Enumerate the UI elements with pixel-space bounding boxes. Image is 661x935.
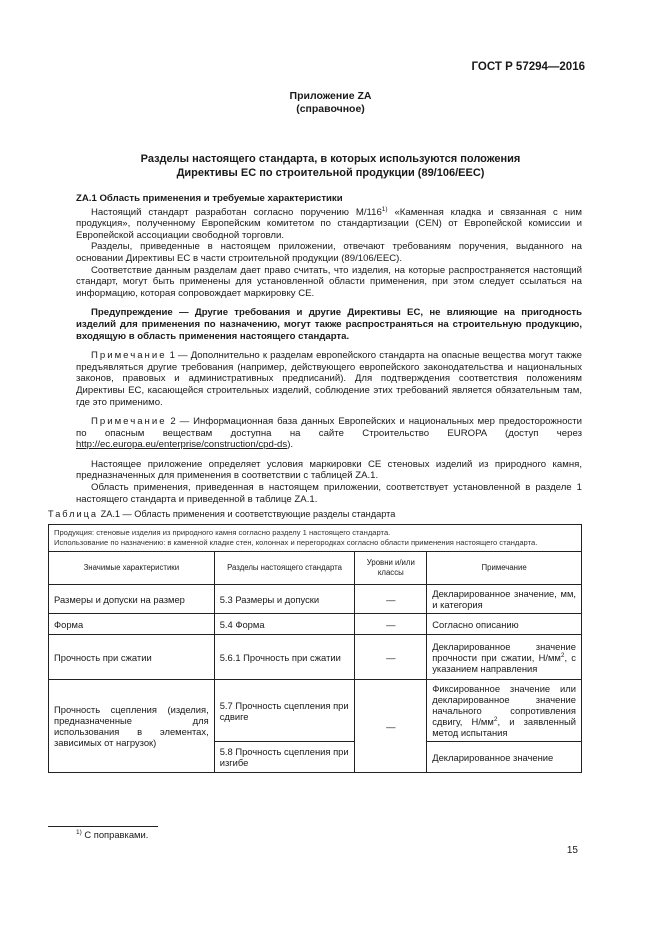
table-row: Форма 5.4 Форма — Согласно описанию [49,614,582,635]
note-2: Примечание 2 — Информационная база данных Европейских и национальных мер предосторожности по опасным веществам доступна на сайте Строительство EUROPA (доступ через http://ec.europa.eu/enterprise/construction/cpd-ds). [76,416,582,451]
column-header: Значимые характеристики [49,552,215,585]
table-caption: Таблица ZA.1 — Область применения и соответствующие разделы стандарта [48,509,396,519]
table-row: Прочность сцепления (изделия, предназначенные для использования в элементах, зависимых от нагрузок) 5.7 Прочность сцепления при сдвиге — Фиксированное значение или декларированное значение начального сопротивления сдвигу, $Н/мм^2$, и заявленный метод испытания [49,680,582,742]
footnote-divider [48,826,158,827]
table-product-cell: Продукция: стеновые изделия из природного камня согласно разделу 1 настоящего стандарта. Использование по назначению: в каменной кладке стен, колоннах и перегородках согласно области применения настоящего стандарта. [49,525,582,552]
page-number: 15 [566,845,578,856]
paragraph-5: Область применения, приведенная в настоящем приложении, соответствует установленной в разделе 1 настоящего стандарта и приведенной в таблице ZA.1. [76,482,582,505]
annex-subtitle: (справочное) [296,103,365,115]
table-row: 5.8 Прочность сцепления при изгибе Декларированное значение [49,742,582,773]
paragraph-2: Разделы, приведенные в настоящем приложении, отвечают требованиям поручения, выданного на основании Директивы ЕС в части строительной продукции (89/106/ЕЕС). [76,241,582,264]
warning-paragraph: Предупреждение — Другие требования и другие Директивы ЕС, не влияющие на пригодность изделий для применения по назначению, могут также распространяться на строительную продукцию, входящую в область применения настоящего стандарта. [76,307,582,342]
table-row: Прочность при сжатии 5.6.1 Прочность при сжатии — Декларированное значение прочности при сжатии, $Н/мм^2$, с указанием направления [49,635,582,680]
title-line-1: Разделы настоящего стандарта, в которых используются положения [140,153,521,165]
column-header: Примечание [427,552,582,585]
table-header-row [49,552,582,585]
column-header: Разделы настоящего стандарта [214,552,355,585]
column-header: Уровни и/или классы [355,552,427,585]
standard-code: ГОСТ Р 57294—2016 [471,61,585,73]
note-1: Примечание 1 — Дополнительно к разделам европейского стандарта на опасные вещества могут также предъявляться другие требования (например, действующего европейского законодательства и национальных законов, правовых и административных предписаний). Для подтверждения соответствия положениям Директивы ЕС, касающейся строительных изделий, соблюдение этих требований является обязательным там, где это применимо. [76,350,582,408]
annex-title [0,90,661,116]
paragraph-4: Настоящее приложение определяет условия маркировки СЕ стеновых изделий из природного камня, предназначенных для применения в соответствии с таблицей ZA.1. [76,458,582,482]
annex-label: Приложение ZA [289,90,372,102]
section-za1 [76,193,582,505]
table-row-product [49,525,582,552]
footnote-ref: 1) [381,205,388,213]
europa-link[interactable]: http://ec.europa.eu/enterprise/construction/cpd-ds [76,439,288,451]
paragraph-3: Соответствие данным разделам дает право считать, что изделия, на которые распространяется настоящий стандарт, могут быть применены для установленной области применения, при этом следует ссылаться на информацию, которая сопровождает маркировку СЕ. [76,264,582,299]
document-title [0,152,661,180]
table-za1 [48,524,582,773]
title-line-2: Директивы ЕС по строительной продукции (89/106/ЕЕС) [176,167,485,179]
paragraph-1: Настоящий стандарт разработан согласно поручению М/116$^{1)}$ «Каменная кладка и связанная с ним продукция», полученному Европейским комитетом по стандартизации (CEN) от Европейской комиссии и Европейской ассоциации свободной торговли. [76,205,582,241]
section-heading: ZA.1 Область применения и требуемые характеристики [76,193,343,204]
footnote: $^{1)}$ С поправками. [76,828,149,840]
table-row: Размеры и допуски на размер 5.3 Размеры и допуски — Декларированное значение, мм, и категория [49,585,582,614]
